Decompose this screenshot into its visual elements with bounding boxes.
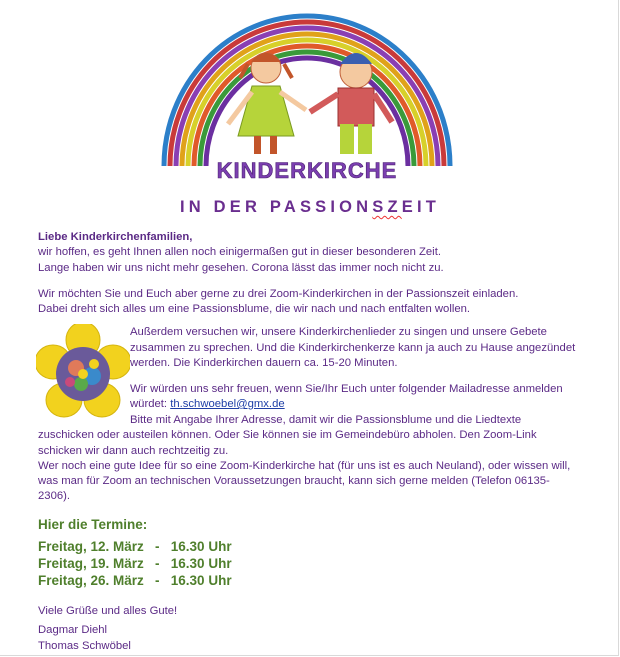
para5-line: zuschicken oder austeilen können. Oder Sie können sie im Gemeindebüro abholen. Den Zoom-Link (38, 429, 537, 441)
kinderkirche-logo (156, 6, 458, 184)
para1-line: wir hoffen, es geht Ihnen allen noch einigermaßen gut in dieser besonderen Zeit. (38, 246, 441, 258)
passion-flower-image (36, 324, 130, 418)
closing-text: Viele Grüße und alles Gute! (38, 605, 178, 617)
para1-line: Lange haben wir uns nicht mehr gesehen. Corona lässt das immer noch nicht zu. (38, 262, 444, 274)
greeting: Liebe Kinderkirchenfamilien, (38, 231, 193, 243)
title-part-spellcheck: SZ (372, 198, 402, 216)
para4-line: Wir würden uns sehr freuen, wenn Sie/Ihr Euch unter folgender Mailadresse anmelden (130, 383, 563, 395)
signature: Thomas Schwöbel (38, 640, 131, 652)
para3-line: werden. Die Kinderkirchen dauern ca. 15-20 Minuten. (130, 357, 398, 369)
para2-line: Wir möchten Sie und Euch aber gerne zu drei Zoom-Kinderkirchen in der Passionszeit einladen. (38, 288, 519, 300)
page-title (0, 198, 620, 217)
para2-line: Dabei dreht sich alles um eine Passionsblume, die wir nach und nach entfalten wollen. (38, 303, 471, 315)
para5-line: 2306). (38, 490, 71, 502)
termine-heading: Hier die Termine: (38, 517, 148, 532)
para4-line: Bitte mit Angabe Ihrer Adresse, damit wir die Passionsblume und die Liedtexte (130, 414, 522, 426)
termin-item: Freitag, 26. März - 16.30 Uhr (38, 573, 232, 588)
title-part: IN DER PASSION (179, 198, 373, 216)
para3-line: zusammen zu sprechen. Und die Kinderkirchenkerze kann ja auch zu Hause angezündet (130, 342, 576, 354)
para4-prefix: würdet: (130, 398, 171, 410)
para5-line: was man für Zoom an technischen Voraussetzungen braucht, kann sich gerne melden (Telefon 06135- (38, 475, 550, 487)
email-link[interactable]: th.schwoebel@gmx.de (170, 398, 285, 410)
signature: Dagmar Diehl (38, 624, 108, 636)
logo-text: KINDERKIRCHE (216, 158, 398, 183)
para5-line: Wer noch eine gute Idee für so eine Zoom-Kinderkirche hat (für uns ist es auch Neuland), oder wissen will, (38, 460, 571, 472)
termin-item: Freitag, 19. März - 16.30 Uhr (38, 556, 232, 571)
para3-line: Außerdem versuchen wir, unsere Kinderkirchenlieder zu singen und unsere Gebete (130, 326, 547, 338)
title-part: EIT (401, 198, 441, 216)
termin-item: Freitag, 12. März - 16.30 Uhr (38, 539, 232, 554)
para5-line: schicken wir dann auch rechtzeitig zu. (38, 445, 229, 457)
para4-line (130, 397, 285, 413)
